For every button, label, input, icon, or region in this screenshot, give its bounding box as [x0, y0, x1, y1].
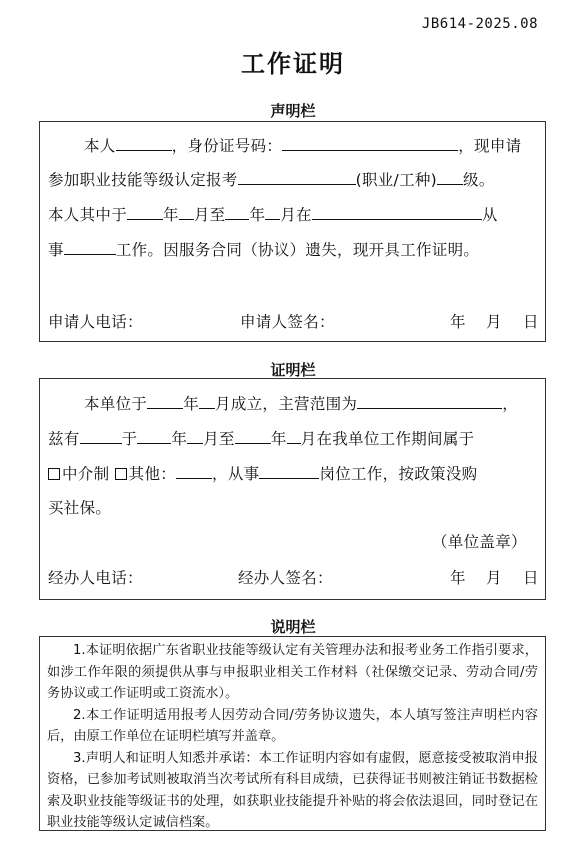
level-field[interactable]: [437, 168, 463, 185]
handler-phone-label: 经办人电话：: [48, 569, 143, 587]
date-year: 年: [450, 313, 466, 331]
end-month-field[interactable]: [265, 203, 280, 220]
text: 月成立，主营范围为: [215, 395, 358, 413]
text: 年: [171, 430, 188, 448]
text: 从: [481, 206, 498, 224]
other-field[interactable]: [176, 462, 212, 479]
work-end-month-field[interactable]: [287, 427, 301, 444]
name-field[interactable]: [116, 134, 172, 151]
certification-line-4: 买社保。: [48, 499, 112, 517]
document-code: JB614-2025.08: [421, 16, 538, 32]
work-start-month-field[interactable]: [187, 427, 203, 444]
handler-signature-label: 经办人签名：: [238, 569, 333, 587]
employer-field[interactable]: [312, 203, 482, 220]
certification-section-label: 证明栏: [270, 361, 316, 379]
business-scope-field[interactable]: [357, 392, 502, 409]
text: 月至: [193, 206, 226, 224]
id-number-field[interactable]: [282, 134, 458, 151]
text: 本人其中于: [48, 206, 128, 224]
notes-section-label: 说明栏: [270, 618, 316, 636]
note-item: 1.本证明依据广东省职业技能等级认定有关管理办法和报考业务工作指引要求，如涉工作年限的须提供从事与申报职业相关工作材料（社保缴交记录、劳动合同/劳务协议或工作证明或工资流水）。: [47, 643, 538, 701]
notes-box: [39, 636, 546, 831]
text: 年: [163, 206, 179, 224]
note-item: 2.本工作证明适用报考人因劳动合同/劳务协议遗失，本人填写签注声明栏内容后，由原工作单位在证明栏填写并盖章。: [47, 707, 538, 744]
text: 于: [121, 430, 138, 448]
other-checkbox[interactable]: [115, 468, 127, 480]
start-year-field[interactable]: [127, 203, 163, 220]
work-end-year-field[interactable]: [235, 427, 271, 444]
text: 事: [48, 241, 64, 259]
text: 级。: [463, 171, 495, 189]
date-day: 日: [523, 569, 539, 587]
text: 兹有: [48, 430, 80, 448]
text: 月在: [280, 206, 312, 224]
text: 月至: [203, 430, 235, 448]
applicant-phone-label: 申请人电话：: [48, 313, 143, 331]
text: 岗位工作，按政策没购: [319, 465, 478, 483]
declaration-line-3: [48, 203, 498, 225]
position-field[interactable]: [259, 462, 319, 479]
agency-checkbox[interactable]: [48, 468, 60, 480]
note-item: 3.声明人和证明人知悉并承诺：本工作证明内容如有虚假，愿意接受被取消申报资格，已参加考试则被取消当次考试所有科目成绩，已获得证书则被注销证书数据检索及职业技能等级证书的处理，如获职业技能提升补贴的将会依法退回，同时登记在职业技能等级认定诚信档案。: [47, 750, 538, 830]
text: 本人: [84, 137, 116, 155]
text: ，从事: [212, 465, 260, 483]
founded-year-field[interactable]: [147, 392, 183, 409]
text: 本单位于: [84, 395, 148, 413]
text: 年: [270, 430, 287, 448]
employee-name-field[interactable]: [80, 427, 122, 444]
declaration-line-4: [48, 238, 479, 260]
date-month: 月: [486, 569, 502, 587]
start-month-field[interactable]: [179, 203, 194, 220]
certification-box: [39, 378, 546, 600]
date-day: 日: [523, 313, 539, 331]
text: 年: [183, 395, 200, 413]
text: ，: [502, 395, 519, 413]
text: 年: [249, 206, 266, 224]
end-year-field[interactable]: [225, 203, 249, 220]
occupation-field[interactable]: [238, 168, 356, 185]
declaration-line-2: [48, 168, 495, 190]
job-field[interactable]: [64, 238, 116, 255]
text: ，现申请: [458, 137, 522, 155]
text: 月在我单位工作期间属于: [300, 430, 475, 448]
text: ，身份证号码：: [171, 137, 283, 155]
work-start-year-field[interactable]: [137, 427, 171, 444]
declaration-section-label: 声明栏: [270, 102, 316, 120]
date-year: 年: [450, 569, 466, 587]
page-title: 工作证明: [241, 49, 345, 78]
certification-line-1: [84, 392, 518, 414]
certification-line-3: [48, 462, 477, 484]
notes-list: [47, 640, 538, 834]
declaration-line-1: [84, 134, 521, 156]
certification-line-2: [48, 427, 474, 449]
applicant-signature-label: 申请人签名：: [240, 313, 335, 331]
text: (职业/工种): [355, 171, 438, 189]
date-month: 月: [486, 313, 502, 331]
text: 其他：: [128, 465, 177, 483]
text: 中介制: [62, 465, 110, 483]
declaration-box: [39, 121, 546, 342]
text: 参加职业技能等级认定报考: [48, 171, 238, 189]
unit-seal-label: （单位盖章）: [432, 533, 527, 551]
text: 工作。因服务合同（协议）遗失，现开具工作证明。: [115, 241, 480, 259]
founded-month-field[interactable]: [199, 392, 215, 409]
